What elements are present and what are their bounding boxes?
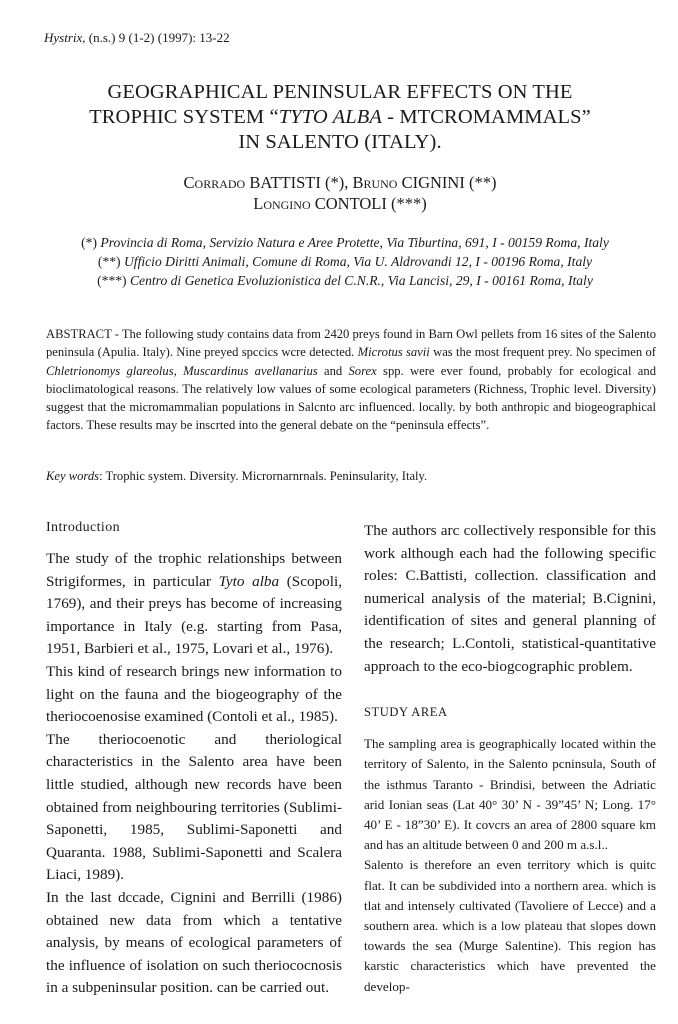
affiliation-1-mark: (*): [81, 235, 97, 250]
abstract-species-2: Chletrionomys glareolus, Muscardinus avellanarius: [46, 363, 318, 378]
intro-paragraph-1: [46, 548, 342, 661]
introduction-heading: Introduction: [46, 520, 121, 535]
journal-citation: [44, 30, 230, 46]
journal-volume: , (n.s.) 9 (1-2) (1997): 13-22: [82, 30, 230, 45]
abstract-species-3: Sorex: [348, 363, 377, 378]
intro-p1-species: Tyto alba: [218, 572, 280, 590]
abstract-text-3: and: [317, 363, 349, 378]
roles-block: [364, 520, 656, 678]
author-list: [30, 172, 650, 214]
affiliations: [40, 233, 650, 290]
abstract-species-1: Microtus savii: [357, 345, 430, 360]
author-roles-paragraph: The authors arc collectively responsible for this work although each had the following specific roles: C.Battisti, collection. classification and numerical analysis of the material; B.Cignini, identification of sites and general planning of the research; L.Contoli, statistical-quantitative approach to the eco-biogcographic problem.: [364, 522, 656, 675]
title-line-2-italic: TYTO ALBA: [278, 106, 382, 128]
intro-paragraph-4: In the last dccade, Cignini and Berrilli (1986) obtained new data from which a tentative analysis, by means of ecological parameters of the influence of isolation on such theriococnosis in a subpeninsular position. can be carried out.: [46, 888, 342, 997]
abstract-text-2: was the most frequent prey. No specimen of: [429, 345, 656, 360]
title-line-2-post: - MTCROMAMMALS”: [381, 106, 591, 128]
study-area-paragraph-1: The sampling area is geographically located within the territory of Salento, in the Salento pcninsula, South of the isthmus Taranto - Brindisi, between the Adriatic arid Ionian seas (Lat 40° 30’ N - 39”45’ N; Long. 17° 40’ E - 18”30’ E). It covcrs an area of 2800 square km and has an altitude between 0 and 200 m a.s.l..: [364, 736, 656, 853]
affiliation-3-text: Centro di Genetica Evoluzionistica del C.N.R., Via Lancisi, 29, I - 00161 Roma, Italy: [129, 273, 593, 288]
intro-p1-a: The study of the trophic relationships between Strigiformes, in particular: [46, 550, 342, 590]
keywords: [46, 467, 656, 485]
abstract-text-4: spp. were ever found, probably for ecological and bioclimatological reasons. The relatively low values of some ecological parameters (Richness, Trophic level. Diversity) suggest that the micromammalian populations in Salcnto arc influenced. locally. by both anthropic and biogeographical factors. These results may be inscrted into the general debate on the “peninsula effects”.: [46, 363, 656, 433]
study-area-block: [364, 734, 656, 997]
title-line-3: IN SALENTO (ITALY).: [238, 131, 442, 153]
journal-name: Hystrix: [44, 30, 83, 45]
abstract-text-1: ABSTRACT - The following study contains data from 2420 preys found in Barn Owl pellets from 16 sites of the Salento peninsula (Apulia. Italy). Nine preyed spccics wcre detected.: [46, 327, 656, 360]
authors-line-2: Longino CONTOLI (***): [253, 194, 427, 213]
title-line-2-pre: TROPHIC SYSTEM “: [89, 106, 279, 128]
right-column: [364, 520, 656, 997]
study-area-paragraph-2: Salento is therefore an even territory which is quitc flat. It can be subdivided into a northern area. which is tlat and intensely cultivated (Tavoliere of Lecce) and a southern area. which is a low plateau that slopes down towards the sea (Murge Salentine). This region has karstic characteristics which have prevented the develop-: [364, 857, 656, 994]
affiliation-3: [40, 271, 650, 290]
intro-p1-b: (Scopoli, 1769), and their preys has become of increasing importance in Italy (e.g. starting from Pasa, 1951, Barbieri et al., 1975, Lovari et al., 1976).: [46, 572, 342, 658]
title-line-1: GEOGRAPHICAL PENINSULAR EFFECTS ON THE: [107, 81, 573, 103]
affiliation-2: [40, 252, 650, 271]
abstract: [46, 325, 656, 435]
keywords-text: : Trophic system. Diversity. Micrornarnrnals. Peninsularity, Italy.: [99, 469, 428, 483]
study-area-heading: STUDY AREA: [364, 705, 448, 720]
affiliation-1-text: Provincia di Roma, Servizio Natura e Aree Protette, Via Tiburtina, 691, I - 00159 Roma, Italy: [100, 235, 609, 250]
paper-title: [30, 80, 650, 155]
affiliation-2-text: Ufficio Diritti Animali, Comune di Roma, Via U. Aldrovandi 12, I - 00196 Roma, Italy: [123, 254, 593, 269]
affiliation-3-mark: (***): [97, 273, 127, 288]
affiliation-2-mark: (**): [97, 254, 121, 269]
intro-paragraph-3: The theriocoenotic and theriological characteristics in the Salento area have been little studied, although new records have been obtained from neighbouring territories (Sublimi-Saponetti, 1985, Sublimi-Saponetti and Quaranta. 1988, Sublimi-Saponetti and Scalera Liaci, 1989).: [46, 730, 342, 884]
affiliation-1: [40, 233, 650, 252]
left-column: [46, 520, 342, 1000]
intro-paragraph-2: This kind of research brings new information to light on the fauna and the biogeography of the theriocoenosise examined (Contoli et al., 1985).: [46, 662, 342, 726]
authors-line-1: Corrado BATTISTI (*), Bruno CIGNINI (**): [183, 173, 497, 192]
keywords-label: Key words: [46, 469, 100, 483]
